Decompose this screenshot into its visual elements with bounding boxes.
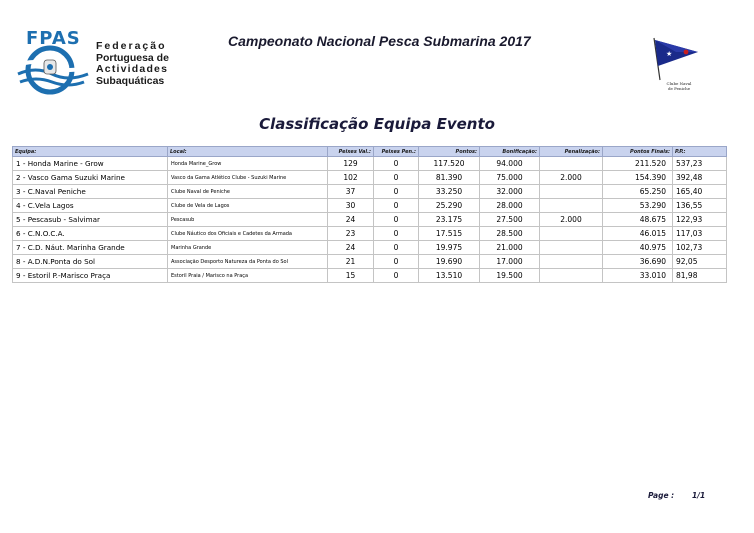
cell-equipa: 8 - A.D.N.Ponta do Sol (13, 255, 168, 269)
cell-peixes-val: 102 (328, 171, 374, 185)
table-row (13, 199, 727, 213)
fpas-name (96, 41, 169, 87)
cell-pontos: 81.390 (419, 171, 480, 185)
col-header-peixes-val: Peixes Val.: (328, 147, 374, 157)
cell-local: Estoril Praia / Marisco na Praça (168, 269, 328, 283)
fpas-acronym: FPAS (26, 28, 81, 49)
cell-bonificacao: 32.000 (480, 185, 540, 199)
cell-bonificacao: 19.500 (480, 269, 540, 283)
cell-pontos: 23.175 (419, 213, 480, 227)
cell-local: Honda Marine_Grow (168, 157, 328, 171)
cell-bonificacao: 28.000 (480, 199, 540, 213)
cell-peixes-val: 30 (328, 199, 374, 213)
cell-penalizacao (540, 227, 603, 241)
cell-pp: 102,73 (673, 241, 727, 255)
col-header-penalizacao: Penalização: (540, 147, 603, 157)
table-row (13, 157, 727, 171)
fpas-name-line2: Portuguesa de (96, 51, 169, 64)
cell-peixes-val: 23 (328, 227, 374, 241)
cell-equipa: 4 - C.Vela Lagos (13, 199, 168, 213)
cell-penalizacao: 2.000 (540, 213, 603, 227)
table-row (13, 213, 727, 227)
cell-bonificacao: 21.000 (480, 241, 540, 255)
col-header-peixes-pen: Peixes Pen.: (374, 147, 419, 157)
fpas-logo (14, 30, 174, 96)
col-header-pontos: Pontos: (419, 147, 480, 157)
table-row (13, 269, 727, 283)
cell-local: Marinha Grande (168, 241, 328, 255)
cell-pontos-finais: 48.675 (603, 213, 673, 227)
cell-pontos: 117.520 (419, 157, 480, 171)
table-row (13, 241, 727, 255)
event-title: Campeonato Nacional Pesca Submarina 2017 (228, 33, 531, 49)
cell-bonificacao: 28.500 (480, 227, 540, 241)
cell-penalizacao (540, 157, 603, 171)
col-header-equipa: Equipa: (13, 147, 168, 157)
table-header-row (13, 147, 727, 157)
cell-equipa: 2 - Vasco Gama Suzuki Marine (13, 171, 168, 185)
cell-penalizacao (540, 199, 603, 213)
cell-pontos-finais: 36.690 (603, 255, 673, 269)
page-number-label: Page : (648, 491, 675, 500)
cell-peixes-val: 37 (328, 185, 374, 199)
cell-pontos: 19.975 (419, 241, 480, 255)
cell-equipa: 3 - C.Naval Peniche (13, 185, 168, 199)
fpas-name-line4: Subaquáticas (96, 74, 165, 87)
cell-pontos-finais: 46.015 (603, 227, 673, 241)
club-flag-icon (646, 36, 702, 82)
page-title: Classificação Equipa Evento (259, 115, 495, 133)
club-naval-peniche-logo (646, 36, 702, 98)
cell-pontos-finais: 65.250 (603, 185, 673, 199)
cell-penalizacao (540, 269, 603, 283)
cell-local: Associação Desporto Natureza da Ponta do Sol (168, 255, 328, 269)
col-header-bonificacao: Bonificação: (480, 147, 540, 157)
cell-bonificacao: 75.000 (480, 171, 540, 185)
col-header-local: Local: (168, 147, 328, 157)
cell-peixes-val: 15 (328, 269, 374, 283)
cell-pp: 81,98 (673, 269, 727, 283)
cell-local: Clube Náutico dos Oficiais e Cadetes da Armada (168, 227, 328, 241)
cell-pp: 122,93 (673, 213, 727, 227)
table-row (13, 185, 727, 199)
cell-penalizacao (540, 255, 603, 269)
cell-pontos: 17.515 (419, 227, 480, 241)
cell-peixes-pen: 0 (374, 227, 419, 241)
cell-pontos-finais: 33.010 (603, 269, 673, 283)
cell-peixes-pen: 0 (374, 255, 419, 269)
cell-peixes-pen: 0 (374, 269, 419, 283)
fpas-name-line3: Actividades (96, 63, 169, 75)
cell-bonificacao: 94.000 (480, 157, 540, 171)
cell-pp: 92,05 (673, 255, 727, 269)
cell-peixes-val: 24 (328, 241, 374, 255)
table-row (13, 171, 727, 185)
cell-penalizacao (540, 241, 603, 255)
cell-equipa: 7 - C.D. Náut. Marinha Grande (13, 241, 168, 255)
cell-pp: 537,23 (673, 157, 727, 171)
cell-pontos: 19.690 (419, 255, 480, 269)
cell-pontos-finais: 53.290 (603, 199, 673, 213)
cell-equipa: 9 - Estoril P.-Marisco Praça (13, 269, 168, 283)
page-number-value: 1/1 (692, 491, 706, 500)
cell-bonificacao: 17.000 (480, 255, 540, 269)
cell-pontos-finais: 40.975 (603, 241, 673, 255)
col-header-pp: P.P.: (673, 147, 727, 157)
cell-local: Pescasub (168, 213, 328, 227)
fpas-name-line1: Federação (96, 40, 167, 52)
cell-peixes-pen: 0 (374, 199, 419, 213)
club-logo-caption (656, 81, 702, 91)
cell-pontos-finais: 154.390 (603, 171, 673, 185)
cell-local: Clube Naval de Peniche (168, 185, 328, 199)
results-table (12, 146, 727, 283)
cell-local: Clube de Vela de Lagos (168, 199, 328, 213)
cell-peixes-val: 21 (328, 255, 374, 269)
cell-equipa: 5 - Pescasub - Salvimar (13, 213, 168, 227)
cell-pontos: 33.250 (419, 185, 480, 199)
cell-equipa: 1 - Honda Marine - Grow (13, 157, 168, 171)
cell-peixes-pen: 0 (374, 241, 419, 255)
cell-pp: 165,40 (673, 185, 727, 199)
cell-penalizacao (540, 185, 603, 199)
cell-pontos-finais: 211.520 (603, 157, 673, 171)
cell-bonificacao: 27.500 (480, 213, 540, 227)
cell-peixes-val: 24 (328, 213, 374, 227)
table-row (13, 227, 727, 241)
table-row (13, 255, 727, 269)
col-header-pontos-finais: Pontos Finais: (603, 147, 673, 157)
svg-text:★: ★ (666, 50, 673, 58)
cell-peixes-pen: 0 (374, 185, 419, 199)
cell-pontos: 25.290 (419, 199, 480, 213)
cell-pp: 392,48 (673, 171, 727, 185)
cell-pp: 136,55 (673, 199, 727, 213)
club-logo-caption-line1: Clube Naval (666, 81, 692, 86)
cell-penalizacao: 2.000 (540, 171, 603, 185)
cell-equipa: 6 - C.N.O.C.A. (13, 227, 168, 241)
cell-pp: 117,03 (673, 227, 727, 241)
cell-pontos: 13.510 (419, 269, 480, 283)
cell-peixes-pen: 0 (374, 171, 419, 185)
cell-peixes-val: 129 (328, 157, 374, 171)
cell-local: Vasco da Gama Atlético Clube - Suzuki Marine (168, 171, 328, 185)
club-logo-caption-line2: de Peniche (667, 86, 691, 91)
cell-peixes-pen: 0 (374, 157, 419, 171)
cell-peixes-pen: 0 (374, 213, 419, 227)
